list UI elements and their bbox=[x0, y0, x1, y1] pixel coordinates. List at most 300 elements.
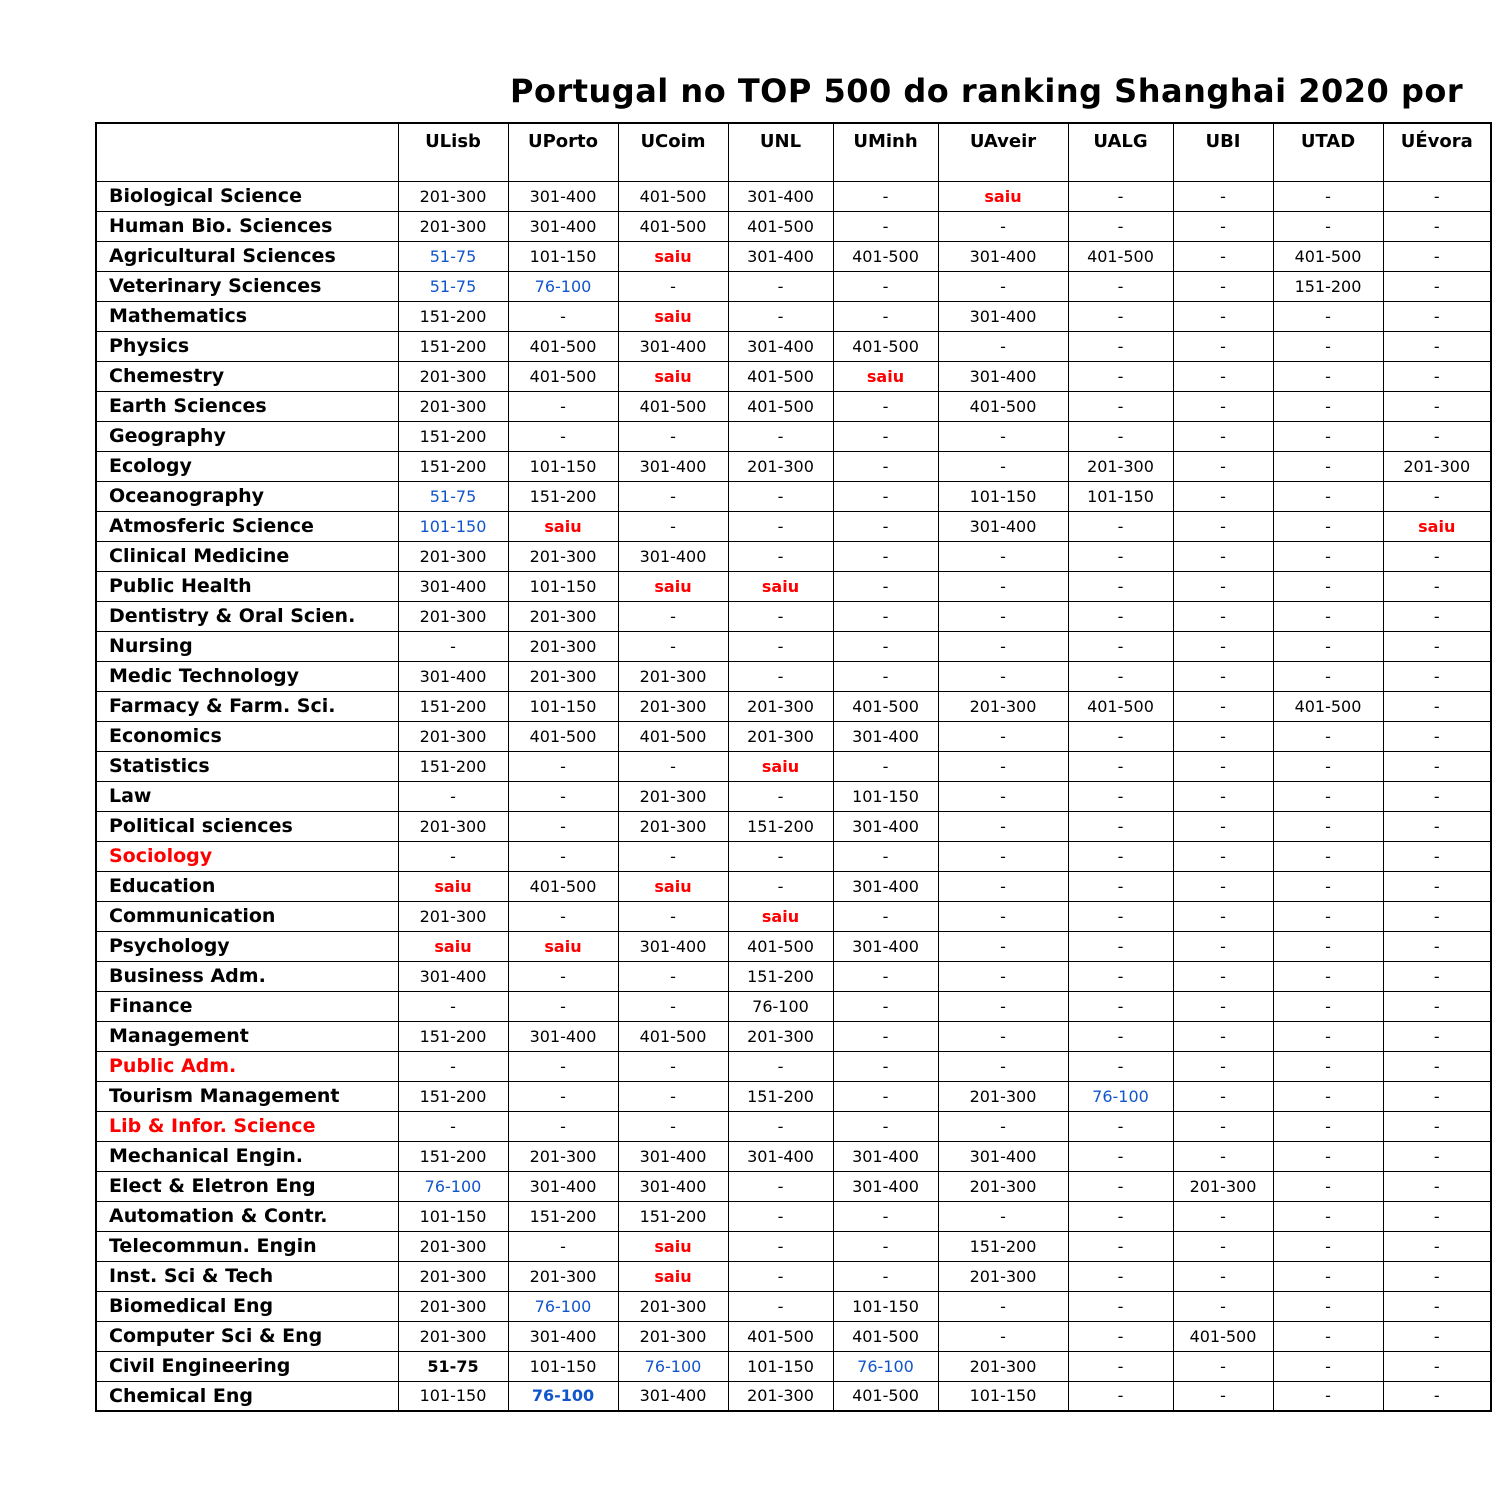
row-label: Biological Science bbox=[96, 181, 398, 211]
rank-cell: 201-300 bbox=[398, 361, 508, 391]
rank-cell: 201-300 bbox=[398, 181, 508, 211]
rank-cell: - bbox=[728, 1291, 833, 1321]
rank-cell: - bbox=[508, 1111, 618, 1141]
rank-cell: - bbox=[1173, 1291, 1273, 1321]
rank-cell: - bbox=[1273, 1261, 1383, 1291]
table-row bbox=[96, 1261, 1491, 1291]
rank-cell: - bbox=[1068, 601, 1173, 631]
rank-cell: - bbox=[1068, 571, 1173, 601]
column-header-ulisb: ULisb bbox=[398, 123, 508, 181]
rank-cell: - bbox=[1068, 541, 1173, 571]
rank-cell: - bbox=[618, 1081, 728, 1111]
rank-cell: - bbox=[1173, 301, 1273, 331]
rank-cell: - bbox=[938, 871, 1068, 901]
rank-cell: - bbox=[1383, 571, 1491, 601]
table-row bbox=[96, 241, 1491, 271]
row-label: Public Adm. bbox=[96, 1051, 398, 1081]
rank-cell: - bbox=[618, 481, 728, 511]
rank-cell: 101-150 bbox=[398, 511, 508, 541]
rank-cell: - bbox=[833, 631, 938, 661]
rank-cell: 201-300 bbox=[938, 1081, 1068, 1111]
rank-cell: - bbox=[938, 721, 1068, 751]
rank-cell: - bbox=[1173, 541, 1273, 571]
row-label: Sociology bbox=[96, 841, 398, 871]
column-header-unl: UNL bbox=[728, 123, 833, 181]
rank-cell: - bbox=[618, 991, 728, 1021]
rank-cell: - bbox=[728, 1111, 833, 1141]
rank-cell: - bbox=[1173, 1141, 1273, 1171]
rank-cell: 101-150 bbox=[833, 1291, 938, 1321]
rank-cell: 401-500 bbox=[618, 1021, 728, 1051]
rank-cell: - bbox=[728, 661, 833, 691]
row-label: Finance bbox=[96, 991, 398, 1021]
row-label: Dentistry & Oral Scien. bbox=[96, 601, 398, 631]
rank-cell: - bbox=[938, 451, 1068, 481]
rank-cell: - bbox=[508, 781, 618, 811]
rank-cell: saiu bbox=[833, 361, 938, 391]
rank-cell: 301-400 bbox=[508, 211, 618, 241]
rank-cell: - bbox=[1383, 1321, 1491, 1351]
rank-cell: 201-300 bbox=[508, 631, 618, 661]
rank-cell: - bbox=[1273, 1081, 1383, 1111]
table-row bbox=[96, 1321, 1491, 1351]
table-row bbox=[96, 1351, 1491, 1381]
rank-cell: - bbox=[1173, 1201, 1273, 1231]
row-label: Atmosferic Science bbox=[96, 511, 398, 541]
row-label: Mathematics bbox=[96, 301, 398, 331]
rank-cell: 301-400 bbox=[508, 1171, 618, 1201]
rank-cell: - bbox=[1383, 1111, 1491, 1141]
rank-cell: - bbox=[833, 751, 938, 781]
row-label: Chemestry bbox=[96, 361, 398, 391]
table-row bbox=[96, 841, 1491, 871]
row-label: Elect & Eletron Eng bbox=[96, 1171, 398, 1201]
rank-cell: - bbox=[1068, 961, 1173, 991]
table-body bbox=[96, 181, 1491, 1411]
rank-cell: 301-400 bbox=[938, 301, 1068, 331]
table-row bbox=[96, 481, 1491, 511]
rank-cell: 101-150 bbox=[398, 1201, 508, 1231]
rank-cell: - bbox=[1068, 1351, 1173, 1381]
rank-cell: - bbox=[728, 511, 833, 541]
rank-cell: - bbox=[1383, 1381, 1491, 1411]
rank-cell: - bbox=[1068, 271, 1173, 301]
table-row bbox=[96, 1081, 1491, 1111]
rank-cell: - bbox=[833, 301, 938, 331]
rank-cell: 201-300 bbox=[398, 391, 508, 421]
row-label: Clinical Medicine bbox=[96, 541, 398, 571]
rank-cell: - bbox=[833, 991, 938, 1021]
rank-cell: 151-200 bbox=[398, 331, 508, 361]
row-label: Tourism Management bbox=[96, 1081, 398, 1111]
rank-cell: - bbox=[938, 421, 1068, 451]
rank-cell: - bbox=[1273, 961, 1383, 991]
column-header-uaveir: UAveir bbox=[938, 123, 1068, 181]
table-row bbox=[96, 271, 1491, 301]
rank-cell: - bbox=[833, 481, 938, 511]
rank-cell: saiu bbox=[398, 931, 508, 961]
rank-cell: - bbox=[1173, 241, 1273, 271]
rank-cell: 201-300 bbox=[398, 1291, 508, 1321]
rank-cell: - bbox=[1173, 841, 1273, 871]
rank-cell: 151-200 bbox=[728, 961, 833, 991]
row-label: Earth Sciences bbox=[96, 391, 398, 421]
rank-cell: - bbox=[1273, 1321, 1383, 1351]
row-label: Medic Technology bbox=[96, 661, 398, 691]
rank-cell: - bbox=[1173, 1021, 1273, 1051]
rank-cell: - bbox=[1383, 1201, 1491, 1231]
row-label: Communication bbox=[96, 901, 398, 931]
row-label: Physics bbox=[96, 331, 398, 361]
rank-cell: 401-500 bbox=[728, 361, 833, 391]
row-label: Mechanical Engin. bbox=[96, 1141, 398, 1171]
rank-cell: - bbox=[1068, 901, 1173, 931]
rank-cell: - bbox=[1068, 511, 1173, 541]
table-row bbox=[96, 871, 1491, 901]
rank-cell: - bbox=[1068, 1261, 1173, 1291]
rank-cell: - bbox=[1273, 421, 1383, 451]
rank-cell: - bbox=[1273, 1021, 1383, 1051]
rank-cell: 301-400 bbox=[833, 721, 938, 751]
rank-cell: 101-150 bbox=[508, 241, 618, 271]
rank-cell: 401-500 bbox=[833, 691, 938, 721]
rank-cell: 301-400 bbox=[833, 871, 938, 901]
rank-cell: 301-400 bbox=[618, 331, 728, 361]
rank-cell: 201-300 bbox=[398, 811, 508, 841]
rank-cell: - bbox=[1383, 391, 1491, 421]
table-row bbox=[96, 541, 1491, 571]
rank-cell: - bbox=[1173, 1051, 1273, 1081]
rank-cell: - bbox=[1383, 1261, 1491, 1291]
rank-cell: 301-400 bbox=[938, 1141, 1068, 1171]
table-row bbox=[96, 1171, 1491, 1201]
table-row bbox=[96, 691, 1491, 721]
rank-cell: 401-500 bbox=[508, 721, 618, 751]
rank-cell: - bbox=[833, 1111, 938, 1141]
rank-cell: - bbox=[1273, 1171, 1383, 1201]
column-header-uminh: UMinh bbox=[833, 123, 938, 181]
rank-cell: 401-500 bbox=[1068, 241, 1173, 271]
rank-cell: - bbox=[833, 1051, 938, 1081]
rank-cell: - bbox=[1273, 781, 1383, 811]
rank-cell: - bbox=[1383, 661, 1491, 691]
rank-cell: - bbox=[618, 631, 728, 661]
rank-cell: - bbox=[1173, 631, 1273, 661]
rank-cell: - bbox=[938, 931, 1068, 961]
rank-cell: 51-75 bbox=[398, 241, 508, 271]
rank-cell: - bbox=[833, 1021, 938, 1051]
rank-cell: - bbox=[1383, 481, 1491, 511]
rank-cell: 301-400 bbox=[938, 241, 1068, 271]
rank-cell: - bbox=[1273, 931, 1383, 961]
rank-cell: - bbox=[1383, 1351, 1491, 1381]
rank-cell: saiu bbox=[508, 511, 618, 541]
table-row bbox=[96, 661, 1491, 691]
rank-cell: - bbox=[1383, 361, 1491, 391]
table-row bbox=[96, 751, 1491, 781]
rank-cell: 301-400 bbox=[618, 931, 728, 961]
rank-cell: 301-400 bbox=[728, 1141, 833, 1171]
rank-cell: saiu bbox=[938, 181, 1068, 211]
rank-cell: - bbox=[833, 421, 938, 451]
rank-cell: 401-500 bbox=[618, 721, 728, 751]
rank-cell: - bbox=[1173, 601, 1273, 631]
rank-cell: - bbox=[833, 271, 938, 301]
rank-cell: - bbox=[1273, 1201, 1383, 1231]
rank-cell: - bbox=[508, 751, 618, 781]
rank-cell: - bbox=[1173, 181, 1273, 211]
rank-cell: 201-300 bbox=[398, 721, 508, 751]
rank-cell: - bbox=[728, 781, 833, 811]
rank-cell: - bbox=[1273, 721, 1383, 751]
rank-cell: - bbox=[728, 541, 833, 571]
column-header-utad: UTAD bbox=[1273, 123, 1383, 181]
rank-cell: - bbox=[1068, 661, 1173, 691]
rank-cell: - bbox=[618, 841, 728, 871]
row-label: Inst. Sci & Tech bbox=[96, 1261, 398, 1291]
rank-cell: saiu bbox=[618, 361, 728, 391]
row-label: Chemical Eng bbox=[96, 1381, 398, 1411]
rank-cell: - bbox=[1173, 781, 1273, 811]
rank-cell: 76-100 bbox=[508, 1291, 618, 1321]
rank-cell: - bbox=[728, 271, 833, 301]
rank-cell: 201-300 bbox=[508, 1141, 618, 1171]
rank-cell: - bbox=[1273, 451, 1383, 481]
rank-cell: 151-200 bbox=[728, 811, 833, 841]
table-row bbox=[96, 181, 1491, 211]
rank-cell: - bbox=[1173, 961, 1273, 991]
rank-cell: - bbox=[508, 961, 618, 991]
rank-cell: - bbox=[833, 211, 938, 241]
rank-cell: - bbox=[938, 541, 1068, 571]
rank-cell: 301-400 bbox=[728, 331, 833, 361]
rank-cell: 401-500 bbox=[728, 931, 833, 961]
rank-cell: - bbox=[1383, 841, 1491, 871]
row-label: Education bbox=[96, 871, 398, 901]
rank-cell: - bbox=[1173, 931, 1273, 961]
rank-cell: 201-300 bbox=[1173, 1171, 1273, 1201]
rank-cell: 301-400 bbox=[833, 1141, 938, 1171]
rank-cell: - bbox=[728, 841, 833, 871]
rank-cell: - bbox=[618, 1111, 728, 1141]
rank-cell: - bbox=[1173, 361, 1273, 391]
rank-cell: - bbox=[938, 661, 1068, 691]
rank-cell: - bbox=[1173, 871, 1273, 901]
rank-cell: 201-300 bbox=[398, 541, 508, 571]
table-row bbox=[96, 961, 1491, 991]
rank-cell: 201-300 bbox=[938, 1171, 1068, 1201]
rank-cell: - bbox=[833, 661, 938, 691]
table-row bbox=[96, 811, 1491, 841]
rank-cell: - bbox=[1173, 271, 1273, 301]
column-header-uvora: UÉvora bbox=[1383, 123, 1491, 181]
rank-cell: 401-500 bbox=[618, 211, 728, 241]
rank-cell: - bbox=[508, 811, 618, 841]
column-header-ualg: UALG bbox=[1068, 123, 1173, 181]
rank-cell: 101-150 bbox=[508, 451, 618, 481]
rank-cell: - bbox=[1273, 211, 1383, 241]
rank-cell: saiu bbox=[1383, 511, 1491, 541]
rank-cell: saiu bbox=[618, 301, 728, 331]
rank-cell: 201-300 bbox=[728, 451, 833, 481]
rank-cell: - bbox=[1273, 331, 1383, 361]
rank-cell: - bbox=[398, 1111, 508, 1141]
rank-cell: 201-300 bbox=[938, 691, 1068, 721]
table-row bbox=[96, 1051, 1491, 1081]
rank-cell: 201-300 bbox=[728, 1381, 833, 1411]
rank-cell: - bbox=[1068, 1171, 1173, 1201]
rank-cell: - bbox=[938, 331, 1068, 361]
rank-cell: 151-200 bbox=[398, 1141, 508, 1171]
rank-cell: 76-100 bbox=[398, 1171, 508, 1201]
table-row bbox=[96, 571, 1491, 601]
rank-cell: 201-300 bbox=[398, 1261, 508, 1291]
table-row bbox=[96, 991, 1491, 1021]
rank-cell: - bbox=[728, 481, 833, 511]
rank-cell: - bbox=[1383, 331, 1491, 361]
rank-cell: 301-400 bbox=[938, 361, 1068, 391]
rank-cell: - bbox=[1068, 1291, 1173, 1321]
rank-cell: 401-500 bbox=[1273, 241, 1383, 271]
rank-cell: - bbox=[1273, 661, 1383, 691]
rank-cell: - bbox=[1383, 1171, 1491, 1201]
rank-cell: - bbox=[1383, 1231, 1491, 1261]
rank-cell: 401-500 bbox=[833, 241, 938, 271]
rank-cell: - bbox=[398, 1051, 508, 1081]
rank-cell: 151-200 bbox=[1273, 271, 1383, 301]
rank-cell: - bbox=[1173, 691, 1273, 721]
rank-cell: 101-150 bbox=[508, 691, 618, 721]
rank-cell: 301-400 bbox=[508, 181, 618, 211]
rank-cell: - bbox=[1383, 421, 1491, 451]
rank-cell: 51-75 bbox=[398, 1351, 508, 1381]
rank-cell: - bbox=[1173, 811, 1273, 841]
rank-cell: - bbox=[938, 901, 1068, 931]
rank-cell: 151-200 bbox=[508, 481, 618, 511]
row-label: Automation & Contr. bbox=[96, 1201, 398, 1231]
rank-cell: 151-200 bbox=[398, 451, 508, 481]
rank-cell: - bbox=[1383, 1081, 1491, 1111]
rank-cell: - bbox=[1383, 721, 1491, 751]
table-row bbox=[96, 331, 1491, 361]
rank-cell: - bbox=[1173, 571, 1273, 601]
rank-cell: - bbox=[1383, 781, 1491, 811]
rank-cell: - bbox=[1173, 721, 1273, 751]
rank-cell: - bbox=[1383, 961, 1491, 991]
rank-cell: 101-150 bbox=[938, 1381, 1068, 1411]
rank-cell: - bbox=[1068, 1381, 1173, 1411]
rank-cell: 401-500 bbox=[833, 1381, 938, 1411]
rank-cell: 151-200 bbox=[618, 1201, 728, 1231]
rank-cell: - bbox=[728, 871, 833, 901]
rank-cell: 151-200 bbox=[398, 301, 508, 331]
rank-cell: 301-400 bbox=[833, 931, 938, 961]
rank-cell: 401-500 bbox=[728, 391, 833, 421]
rank-cell: saiu bbox=[618, 1231, 728, 1261]
rank-cell: 151-200 bbox=[398, 1021, 508, 1051]
rank-cell: - bbox=[1068, 301, 1173, 331]
rank-cell: 401-500 bbox=[508, 361, 618, 391]
rank-cell: - bbox=[1173, 1381, 1273, 1411]
rank-cell: 201-300 bbox=[508, 541, 618, 571]
rank-cell: saiu bbox=[398, 871, 508, 901]
table-row bbox=[96, 1291, 1491, 1321]
header-row bbox=[96, 123, 1491, 181]
rank-cell: - bbox=[1068, 991, 1173, 1021]
rank-cell: - bbox=[1173, 1261, 1273, 1291]
rank-cell: 201-300 bbox=[728, 691, 833, 721]
rank-cell: - bbox=[938, 271, 1068, 301]
rank-cell: - bbox=[1383, 901, 1491, 931]
rank-cell: saiu bbox=[728, 751, 833, 781]
rank-cell: - bbox=[938, 841, 1068, 871]
rank-cell: 401-500 bbox=[508, 871, 618, 901]
rank-cell: - bbox=[938, 1321, 1068, 1351]
rank-cell: - bbox=[1173, 661, 1273, 691]
rank-cell: - bbox=[1383, 1291, 1491, 1321]
row-label: Farmacy & Farm. Sci. bbox=[96, 691, 398, 721]
rank-cell: - bbox=[1273, 511, 1383, 541]
rank-cell: - bbox=[1273, 571, 1383, 601]
rank-cell: - bbox=[1173, 1081, 1273, 1111]
row-label: Psychology bbox=[96, 931, 398, 961]
rank-cell: - bbox=[1068, 1111, 1173, 1141]
rank-cell: - bbox=[1173, 451, 1273, 481]
rank-cell: - bbox=[833, 1231, 938, 1261]
table-row bbox=[96, 301, 1491, 331]
table-row bbox=[96, 451, 1491, 481]
rank-cell: 201-300 bbox=[398, 601, 508, 631]
rank-cell: - bbox=[1273, 901, 1383, 931]
rank-cell: 151-200 bbox=[728, 1081, 833, 1111]
rank-cell: 301-400 bbox=[833, 1171, 938, 1201]
rank-cell: 301-400 bbox=[938, 511, 1068, 541]
rank-cell: - bbox=[833, 841, 938, 871]
rank-cell: - bbox=[1383, 301, 1491, 331]
rank-cell: - bbox=[618, 901, 728, 931]
rank-cell: - bbox=[833, 961, 938, 991]
rank-cell: - bbox=[1273, 541, 1383, 571]
rank-cell: 201-300 bbox=[728, 721, 833, 751]
rank-cell: - bbox=[618, 421, 728, 451]
rank-cell: 76-100 bbox=[833, 1351, 938, 1381]
rank-cell: - bbox=[1383, 211, 1491, 241]
rank-cell: - bbox=[938, 781, 1068, 811]
rank-cell: - bbox=[728, 631, 833, 661]
rank-cell: 151-200 bbox=[398, 1081, 508, 1111]
row-label: Telecommun. Engin bbox=[96, 1231, 398, 1261]
rank-cell: - bbox=[1273, 1111, 1383, 1141]
table-row bbox=[96, 391, 1491, 421]
rank-cell: 201-300 bbox=[728, 1021, 833, 1051]
rank-cell: saiu bbox=[618, 241, 728, 271]
rank-cell: - bbox=[938, 961, 1068, 991]
row-label: Agricultural Sciences bbox=[96, 241, 398, 271]
table-row bbox=[96, 421, 1491, 451]
rank-cell: - bbox=[618, 511, 728, 541]
row-label: Computer Sci & Eng bbox=[96, 1321, 398, 1351]
rank-cell: - bbox=[398, 781, 508, 811]
rank-cell: - bbox=[938, 1111, 1068, 1141]
table-row bbox=[96, 1231, 1491, 1261]
rank-cell: - bbox=[1383, 181, 1491, 211]
rank-cell: - bbox=[1273, 1381, 1383, 1411]
rank-cell: 401-500 bbox=[833, 1321, 938, 1351]
rank-cell: - bbox=[1273, 361, 1383, 391]
rank-cell: - bbox=[1068, 1021, 1173, 1051]
row-label: Oceanography bbox=[96, 481, 398, 511]
rank-cell: - bbox=[1273, 991, 1383, 1021]
